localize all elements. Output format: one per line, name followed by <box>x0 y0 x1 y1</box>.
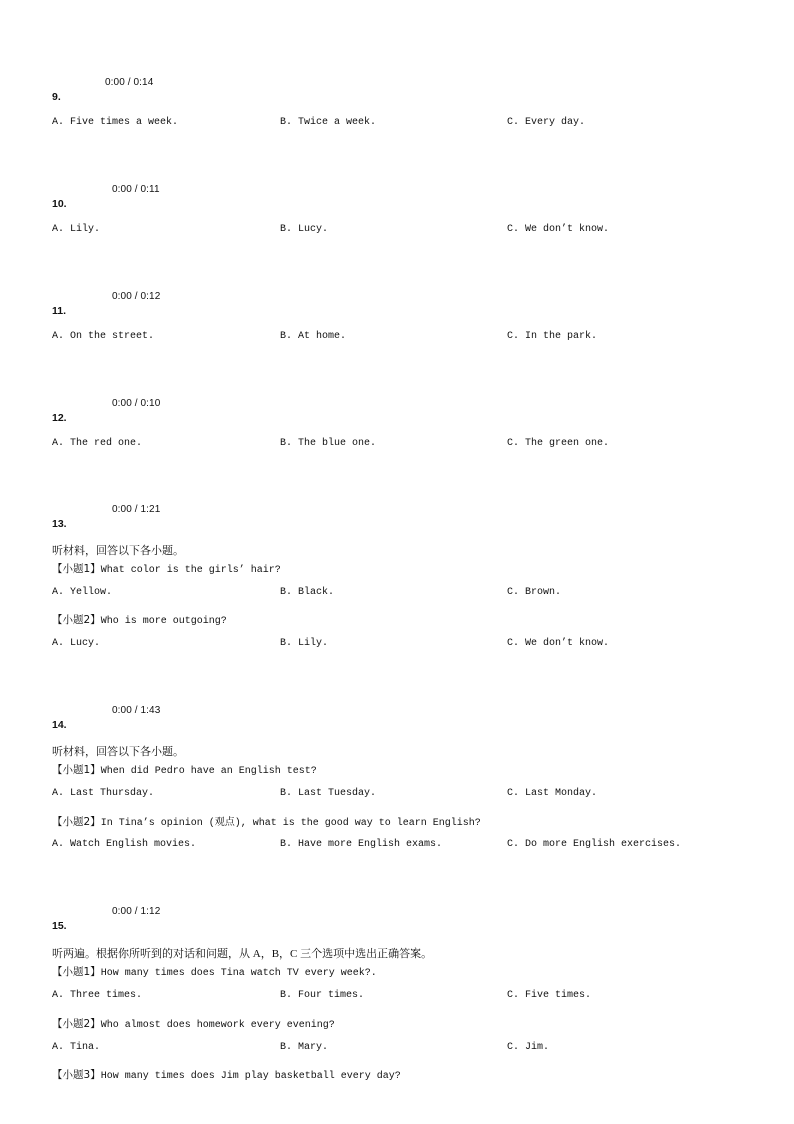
question-number: 12. <box>52 412 67 424</box>
option-a: A. Lily. <box>52 224 101 235</box>
option-c: C. In the park. <box>507 331 598 342</box>
option-a: A. Yellow. <box>52 587 113 598</box>
sub-question-tag: 【小题2】 <box>52 614 101 626</box>
option-a: A. Last Thursday. <box>52 788 155 799</box>
sub-question <box>52 762 317 777</box>
option-a: A. Lucy. <box>52 638 101 649</box>
audio-time[interactable]: 0:00 / 1:21 <box>112 504 161 515</box>
sub-question <box>52 813 481 829</box>
option-c: C. We don’t know. <box>507 224 610 235</box>
sub-question-text: Who almost does homework every evening? <box>100 1020 335 1031</box>
option-c: C. We don’t know. <box>507 638 610 649</box>
option-b: B. Mary. <box>280 1042 329 1053</box>
option-b: B. Lucy. <box>280 224 329 235</box>
audio-time[interactable]: 0:00 / 0:11 <box>112 184 160 195</box>
option-b: B. Have more English exams. <box>280 839 443 850</box>
sub-question-tag: 【小题1】 <box>52 764 101 776</box>
question-number: 11. <box>52 305 67 317</box>
sub-question-tag: 【小题3】 <box>52 1069 101 1081</box>
option-a: A. Watch English movies. <box>52 839 197 850</box>
sub-question-text: Who is more outgoing? <box>100 616 227 627</box>
sub-question-text: In Tina’s opinion (观点), what is the good way to learn English? <box>100 818 481 829</box>
sub-question-tag: 【小题2】 <box>52 1018 101 1030</box>
option-c: C. Every day. <box>507 117 586 128</box>
section-instruction: 听两遍。根据你所听到的对话和问题，从 A，B，C 三个选项中选出正确答案。 <box>52 948 433 960</box>
option-a: A. Tina. <box>52 1042 101 1053</box>
option-b: B. Last Tuesday. <box>280 788 377 799</box>
option-c: C. The green one. <box>507 438 610 449</box>
sub-question <box>52 1067 401 1082</box>
audio-time[interactable]: 0:00 / 0:12 <box>112 291 161 302</box>
question-number: 10. <box>52 198 67 210</box>
option-a: A. Three times. <box>52 990 143 1001</box>
option-c: C. Brown. <box>507 587 562 598</box>
audio-time[interactable]: 0:00 / 0:10 <box>112 398 161 409</box>
sub-question <box>52 612 227 627</box>
sub-question <box>52 964 377 979</box>
audio-time[interactable]: 0:00 / 1:43 <box>112 705 161 716</box>
option-c: C. Last Monday. <box>507 788 598 799</box>
sub-question-tag: 【小题1】 <box>52 966 101 978</box>
option-b: B. At home. <box>280 331 347 342</box>
option-c: C. Jim. <box>507 1042 550 1053</box>
section-instruction: 听材料，回答以下各小题。 <box>52 746 184 758</box>
option-c: C. Do more English exercises. <box>507 839 682 850</box>
sub-question-text: How many times does Jim play basketball every day? <box>100 1071 401 1082</box>
sub-question-text: When did Pedro have an English test? <box>100 766 317 777</box>
option-b: B. Lily. <box>280 638 329 649</box>
option-b: B. Black. <box>280 587 335 598</box>
question-number: 14. <box>52 719 67 731</box>
question-number: 9. <box>52 91 61 103</box>
question-number: 13. <box>52 518 67 530</box>
option-b: B. Twice a week. <box>280 117 377 128</box>
question-number: 15. <box>52 920 67 932</box>
option-a: A. Five times a week. <box>52 117 179 128</box>
sub-question-text: How many times does Tina watch TV every week?. <box>100 968 377 979</box>
option-a: A. The red one. <box>52 438 143 449</box>
audio-time[interactable]: 0:00 / 0:14 <box>105 77 154 88</box>
option-c: C. Five times. <box>507 990 592 1001</box>
option-b: B. The blue one. <box>280 438 377 449</box>
sub-question-text: What color is the girls’ hair? <box>100 565 281 576</box>
sub-question-tag: 【小题2】 <box>52 816 101 828</box>
audio-time[interactable]: 0:00 / 1:12 <box>112 906 161 917</box>
option-b: B. Four times. <box>280 990 365 1001</box>
sub-question <box>52 561 281 576</box>
sub-question-tag: 【小题1】 <box>52 563 101 575</box>
sub-question <box>52 1016 335 1031</box>
section-instruction: 听材料，回答以下各小题。 <box>52 545 184 557</box>
option-a: A. On the street. <box>52 331 155 342</box>
